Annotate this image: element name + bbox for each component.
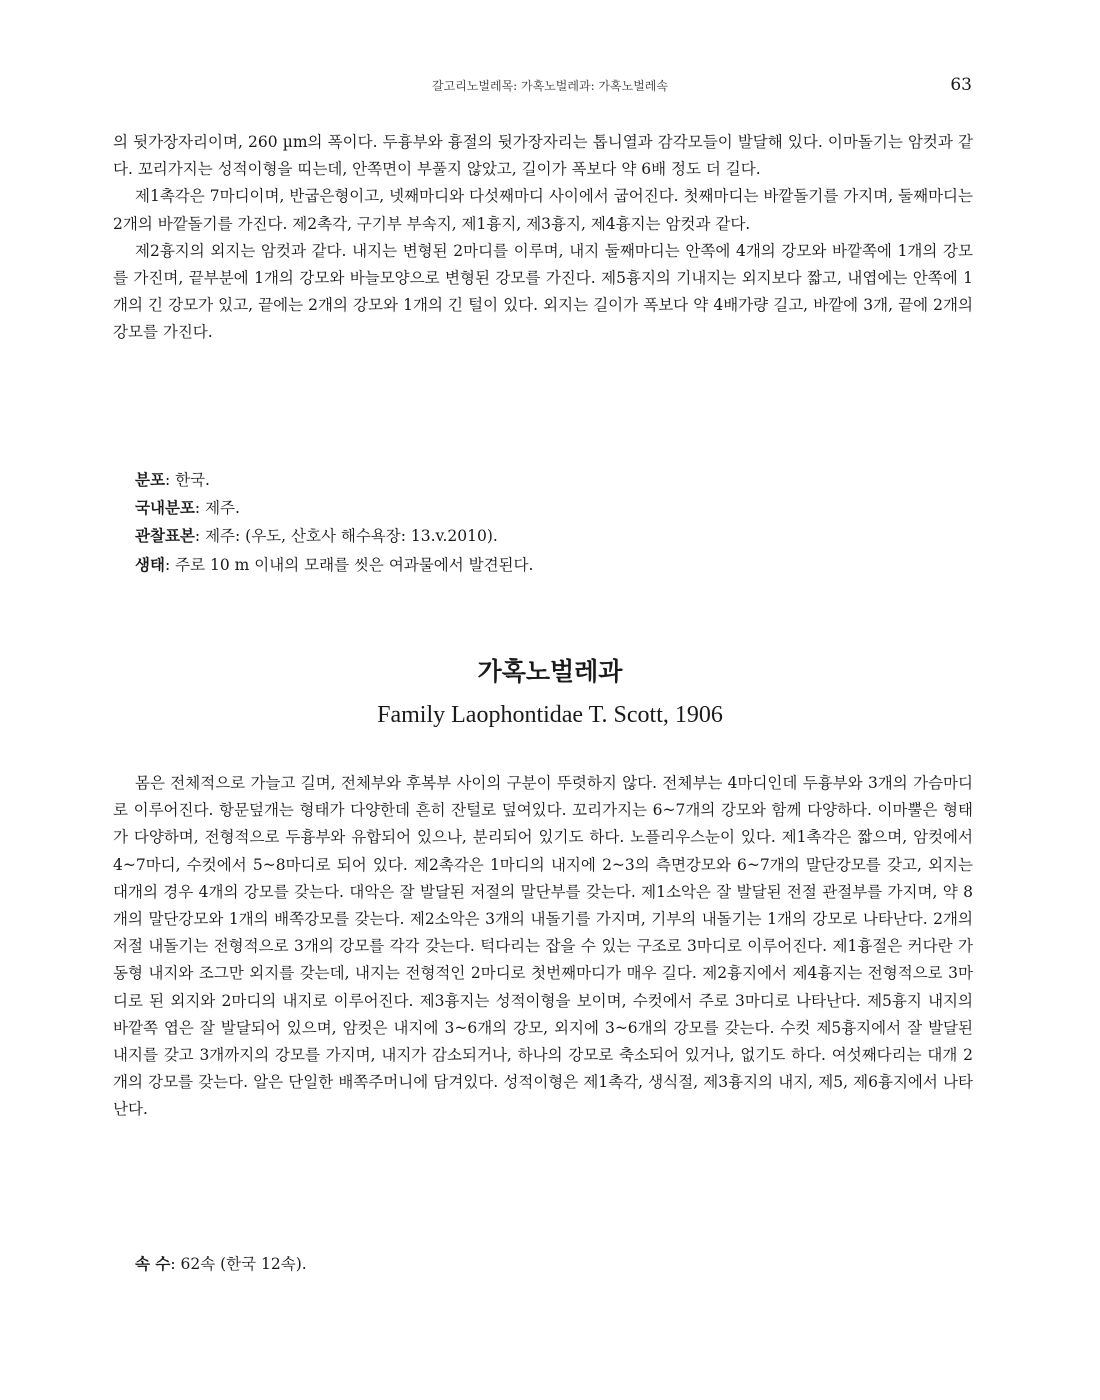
domestic-distribution-line: 국내분포: 제주. <box>135 498 240 518</box>
ecology-label: 생태 <box>135 554 165 574</box>
continued-description <box>113 129 973 347</box>
species-info <box>135 466 975 579</box>
distribution-value: 한국. <box>175 471 210 489</box>
description-paragraph: 의 뒷가장자리이며, 260 µm의 폭이다. 두흉부와 흉절의 뒷가장자리는 톱니열과 감각모들이 발달해 있다. 이마돌기는 암컷과 같다. 꼬리가지는 성적이형을 띠는데, 안쪽면이 부풀지 않았고, 길이가 폭보다 약 6배 정도 더 길다. <box>113 133 973 179</box>
domestic-distribution-label: 국내분포 <box>135 498 195 518</box>
genera-info <box>135 1250 975 1278</box>
specimen-value: 제주: (우도, 산호사 해수욕장: 13.v.2010). <box>205 527 498 546</box>
genera-count-label: 속 수 <box>135 1254 171 1273</box>
description-paragraph: 제1촉각은 7마디이며, 반굽은형이고, 넷째마디와 다섯째마디 사이에서 굽어진다. 첫째마디는 바깥돌기를 가지며, 둘째마디는 2개의 바깥돌기를 가진다. 제2촉각, 구기부 부속지, 제1흉지, 제3흉지, 제4흉지는 암컷과 같다. <box>113 187 973 233</box>
distribution-label: 분포 <box>135 470 165 489</box>
ecology-line: 생태: 주로 10 m 이내의 모래를 씻은 여과물에서 발견된다. <box>135 554 534 574</box>
specimen-label: 관찰표본 <box>135 526 195 546</box>
distribution-line: 분포: 한국. <box>135 470 210 489</box>
running-header <box>0 76 1100 96</box>
ecology-value: 주로 10 m 이내의 모래를 씻은 여과물에서 발견된다. <box>175 555 534 574</box>
specimen-line: 관찰표본: 제주: (우도, 산호사 해수욕장: 13.v.2010). <box>135 526 498 546</box>
family-title-latin: Family Laophontidae T. Scott, 1906 <box>377 702 723 728</box>
family-description <box>113 770 973 1124</box>
family-description-paragraph: 몸은 전체적으로 가늘고 길며, 전체부와 후복부 사이의 구분이 뚜렷하지 않다. 전체부는 4마디인데 두흉부와 3개의 가슴마디로 이루어진다. 항문덮개는 형태가 다양한데 흔히 잔털로 덮여있다. 꼬리가지는 6~7개의 강모와 함께 다양하다. 이마뿔은 형태가 다양하며, 전형적으로 두흉부와 유합되어 있으나, 분리되어 있기도 하다. 노플리우스눈이 있다. 제1촉각은 짧으며, 암컷에서 4~7마디, 수컷에서 5~8마디로 되어 있다. 제2촉각은 1마디의 내지에 2~3의 측면강모와 6~7개의 말단강모를 갖고, 외지는 대개의 경우 4개의 강모를 갖는다. 대악은 잘 발달된 저절의 말단부를 갖는다. 제1소악은 잘 발달된 전절 관절부를 가지며, 약 8개의 말단강모와 1개의 배쪽강모를 갖는다. 제2소악은 3개의 내돌기를 가지며, 기부의 내돌기는 1개의 강모로 나타난다. 2개의 저절 내돌기는 전형적으로 3개의 강모를 각각 갖는다. 턱다리는 잡을 수 있는 구조로 3마디로 이루어진다. 제1흉절은 커다란 가동형 내지와 조그만 외지를 갖는데, 내지는 전형적인 2마디로 첫번째마디가 매우 길다. 제2흉지에서 제4흉지는 전형적으로 3마디로 된 외지와 2마디의 내지로 이루어진다. 제3흉지는 성적이형을 보이며, 수컷에서 주로 3마디로 나타난다. 제5흉지 내지의 바깥쪽 엽은 잘 발달되어 있으며, 암컷은 내지에 3~6개의 강모, 외지에 3~6개의 강모를 갖는다. 수컷 제5흉지에서 잘 발달된 내지를 갖고 3개까지의 강모를 가지며, 내지가 감소되거나, 하나의 강모로 축소되어 있거나, 없기도 하다. 여섯째다리는 대개 2개의 강모를 갖는다. 알은 단일한 배쪽주머니에 담겨있다. 성적이형은 제1촉각, 생식절, 제3흉지의 내지, 제5, 제6흉지에서 나타난다. <box>113 774 973 1119</box>
running-title: 갈고리노벌레목: 가혹노벌레과: 가혹노벌레속 <box>432 79 668 93</box>
domestic-distribution-value: 제주. <box>205 499 240 518</box>
description-paragraph: 제2흉지의 외지는 암컷과 같다. 내지는 변형된 2마디를 이루며, 내지 둘째마디는 안쪽에 4개의 강모와 바깥쪽에 1개의 강모를 가진며, 끝부분에 1개의 강모와 바늘모양으로 변형된 강모를 가진다. 제5흉지의 기내지는 외지보다 짧고, 내엽에는 안쪽에 1개의 긴 강모가 있고, 끝에는 2개의 강모와 1개의 긴 털이 있다. 외지는 길이가 폭보다 약 4배가량 길고, 바깥에 3개, 끝에 2개의 강모를 가진다. <box>113 241 973 342</box>
family-title-korean: 가혹노벌레과 <box>477 657 623 686</box>
genera-count-line: 속 수: 62속 (한국 12속). <box>135 1254 307 1273</box>
page-number: 63 <box>950 75 972 95</box>
genera-count-value: 62속 (한국 12속). <box>180 1255 307 1273</box>
